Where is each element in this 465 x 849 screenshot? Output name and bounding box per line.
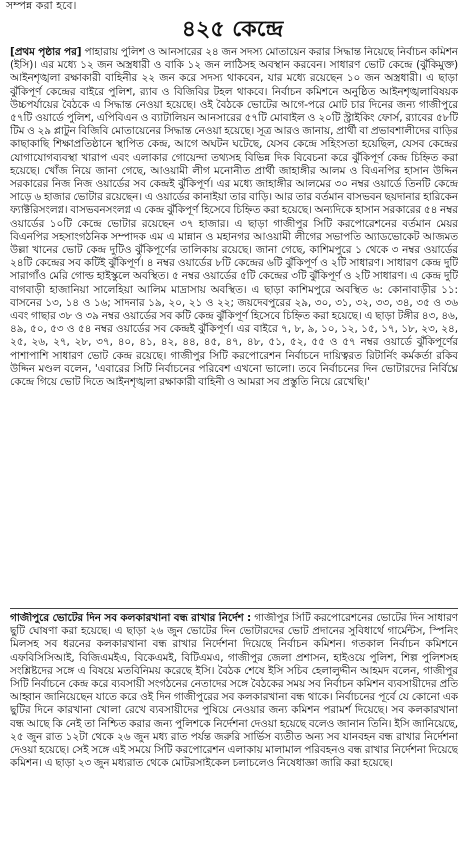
article-body: পাহারায় পুলিশ ও আনসারের ২৪ জন সদস্য মোতায়েন করার সিদ্ধান্ত নিয়েছে নির্বাচন কমিশন (ইসি)। এর মধ্যে ১২ জন অস্ত্রধারী ও বাকি ১২ জন লাঠিসহ অবস্থান করবেন। সাধারণ ভোট কেন্দ্রে (ঝুঁকিমুক্ত) আইনশৃঙ্খলা রক্ষাকারী বাহিনীর ২২ জন করে সদস্য থাকবেন, যার মধ্যে রয়েছেন ১০ জন অস্ত্রধারী। এ ছাড়া ঝুঁকিপূর্ণ কেন্দ্রের বাইরে পুলিশ, র‍্যাব ও বিজিবির টহল থাকবে। নির্বাচন কমিশনে অনুষ্ঠিত আইনশৃঙ্খলাবিষয়ক উচ্চপর্যায়ের বৈঠকে এ সিদ্ধান্ত নেওয়া হয়েছে। ওই বৈঠকে ভোটের আগে-পরে মোট চার দিনের জন্য গাজীপুরে ৫৭টি ওয়ার্ডে পুলিশ, এপিবিএন ও ব্যাটালিয়ন আনসারের ৫৭টি মোবাইল ও ২০টি স্ট্রাইকিং ফোর্স, র‍্যাবের ৫৮টি টিম ও ২৯ প্লাটুন বিজিবি মোতায়েনের সিদ্ধান্ত নেওয়া হয়েছে। সূত্র আরও জানায়, প্রার্থী বা প্রভাবশালীদের বাড়ির কাছাকাছি শিক্ষাপ্রতিষ্ঠানে স্থাপিত কেন্দ্র, আগে অঘটন ঘটেছে, যেসব কেন্দ্রে সহিংসতা হয়েছিল, যেসব কেন্দ্রের যোগাযোগব্যবস্থা খারাপ এবং এলাকার গোয়েন্দা তথ্যসহ বিভিন্ন দিক বিবেচনা করে ঝুঁকিপূর্ণ কেন্দ্র চিহ্নিত করা হয়েছে। খোঁজ নিয়ে জানা গেছে, আওয়ামী লীগ মনোনীত প্রার্থী জাহাঙ্গীর আলম ও বিএনপির হাসান উদ্দিন সরকারের নিজ নিজ ওয়ার্ডের সব কেন্দ্রই ঝুঁকিপূর্ণ। এর মধ্যে জাহাঙ্গীর আলমের ৩০ নম্বর ওয়ার্ডে তিনটি কেন্দ্রে সাড়ে ৬ হাজার ভোটার রয়েছেন। এ ওয়ার্ডের কানাইয়া তার বাড়ি। আর তার বর্তমান বাসভবন ছয়দানার হারিকেন ফ্যাক্টরিসংলগ্ন। বাসভবনসংলগ্ন এ কেন্দ্র ঝুঁকিপূর্ণ হিসেবে চিহ্নিত করা হয়েছে। অন্যদিকে হাসান সরকারের ৫৪ নম্বর ওয়ার্ডের ১০টি কেন্দ্রে ভোটার রয়েছেন ৩৭ হাজার। এ ছাড়া গাজীপুর সিটি করপোরেশনের বর্তমান মেয়র বিএনপির সহসাংগঠনিক সম্পাদক এম এ মান্নান ও মহানগর আওয়ামী লীগের সভাপতি অ্যাডভোকেট আজমত উল্লা খানের ভোট কেন্দ্র দুটিও ঝুঁকিপূর্ণের তালিকায় রয়েছে। জানা গেছে, কাশিমপুরে ১ থেকে ৩ নম্বর ওয়ার্ডের ২৪টি কেন্দ্রের সব কটিই ঝুঁকিপূর্ণ। ৪ নম্বর ওয়ার্ডের ৮টি কেন্দ্রের ৬টি ঝুঁকিপূর্ণ ও ২টি সাধারণ। সাধারণ কেন্দ্র দুটি সারাগাঁও মেরি গোল্ড হাইস্কুলে অবস্থিত। ৫ নম্বর ওয়ার্ডের ৫টি কেন্দ্রের ৩টি ঝুঁকিপূর্ণ ও ২টি সাধারণ। এ কেন্দ্র দুটি বাগবাড়ী হাজানিয়া সালেহিয়া আলিম মাদ্রাসায় অবস্থিত। এ ছাড়া কাশিমপুরে অবস্থিত ৬: কোনাবাড়ীর ১১: বাসনের ১৩, ১৪ ও ১৬; সাদনার ১৯, ২০, ২১ ও ২২; জয়দেবপুরের ২৯, ৩০, ৩১, ৩২, ৩৩, ৩৪, ৩৫ ও ৩৬ এবং গাছার ৩৮ ও ৩৯ নম্বর ওয়ার্ডের সব কটি কেন্দ্র ঝুঁকিপূর্ণ হিসেবে চিহ্নিত করা হয়েছে। এ ছাড়া টঙ্গীর ৪৩, ৪৬, ৪৯, ৫০, ৫৩ ও ৫৪ নম্বর ওয়ার্ডের সব কেন্দ্রই ঝুঁকিপূর্ণ। এর বাইরে ৭, ৮, ৯, ১০, ১২, ১৫, ১৭, ১৮, ২৩, ২৪, ২৫, ২৬, ২৭, ২৮, ৩৭, ৪০, ৪১, ৪২, ৪৪, ৪৫, ৪৭, ৪৮, ৫১, ৫২, ৫৫ ও ৫৭ নম্বর ওয়ার্ডে ঝুঁকিপূর্ণের পাশাপাশি সাধারণ ভোট কেন্দ্র রয়েছে। গাজীপুর সিটি করপোরেশন নির্বাচনে দায়িত্বরত রিটার্নিং কর্মকর্তা রকিব উদ্দিন মণ্ডল বলেন, 'এবারের সিটি নির্বাচনের পরিবেশ এখনো ভালো। তবে নির্বাচনের দিন ভোটারদের নির্বিঘ্নে কেন্দ্রে গিয়ে ভোট দিতে আইনশৃঙ্খলা রক্ষাকারী বাহিনী ও আমরা সব প্রস্তুতি নিয়ে রেখেছি।' [10,46,458,389]
article-continuation [10,46,458,606]
continuation-lead: [প্রথম পৃষ্ঠার পর] [10,46,82,58]
clipped-top-text: সম্পন্ন করা হবে। [6,0,77,12]
headline: ৪২৫ কেন্দ্রে [181,16,284,42]
article-body: গাজীপুর সিটি করপোরেশনের ভোটের দিন সাধারণ ছুটি ঘোষণা করা হয়েছে। এ ছাড়া ২৬ জুন ভোটের দিন ভোটারদের ভোট প্রদানের সুবিধার্থে গার্মেন্টস, স্পিনিং মিলসহ সব ধরনের কলকারখানা বন্ধ রাখার নির্দেশনা দিয়েছে নির্বাচন কমিশন। গতকাল নির্বাচন কমিশনে এফবিসিসিআই, বিজিএমইএ, বিকেএমই, বিটিএমএ, গাজীপুর জেলা প্রশাসন, হাইওয়ে পুলিশ, শিল্প পুলিশসহ সংশ্লিষ্টদের সঙ্গে এ বিষয়ে মতবিনিময় করেছে ইসি। বৈঠক শেষে ইসি সচিব হেলালুদ্দীন আহমদ বলেন, গাজীপুর সিটি নির্বাচনে কেন্দ্র করে ব্যবসায়ী সংগঠনের নেতাদের সঙ্গে বৈঠকের সময় সব নির্বাচন কমিশন ব্যবসায়ীদের প্রতি আহ্বান জানিয়েছেন যাতে করে ওই দিন গাজীপুরের সব কলকারখানা বন্ধ থাকে। নির্বাচনের পূর্বে যে কোনো এক ছুটির দিনে কারখানা খোলা রেখে ব্যবসায়ীদের পুষিয়ে নেওয়ার জন্য কমিশন পরামর্শ দিয়েছে। সব কলকারখানা বন্ধ আছে কি নেই তা নিশ্চিত করার জন্য পুলিশকে নির্দেশনা দেওয়া হয়েছে বলেও জানান তিনি। ইসি জানিয়েছে, ২৫ জুন রাত ১২টা থেকে ২৬ জুন মধ্য রাত পর্যন্ত জরুরি সার্ভিস ব্যতীত অন্য সব যানবহন বন্ধ রাখার নির্দেশনা দেওয়া হয়েছে। সেই সঙ্গে এই সময়ে সিটি করপোরেশন এলাকায় মালামাল পরিবহনও বন্ধ রাখার নির্দেশনা দিয়েছে কমিশন। এ ছাড়া ২৩ জুন মধ্যরাত থেকে মোটরসাইকেল চলাচলেও নিষেধাজ্ঞা জারি করা হয়েছে। [10,612,458,770]
section-divider [10,608,458,609]
article-factory-closure [10,612,458,846]
subheading-lead: গাজীপুরে ভোটের দিন সব কলকারখানা বন্ধ রাখার নির্দেশ : [10,612,252,624]
